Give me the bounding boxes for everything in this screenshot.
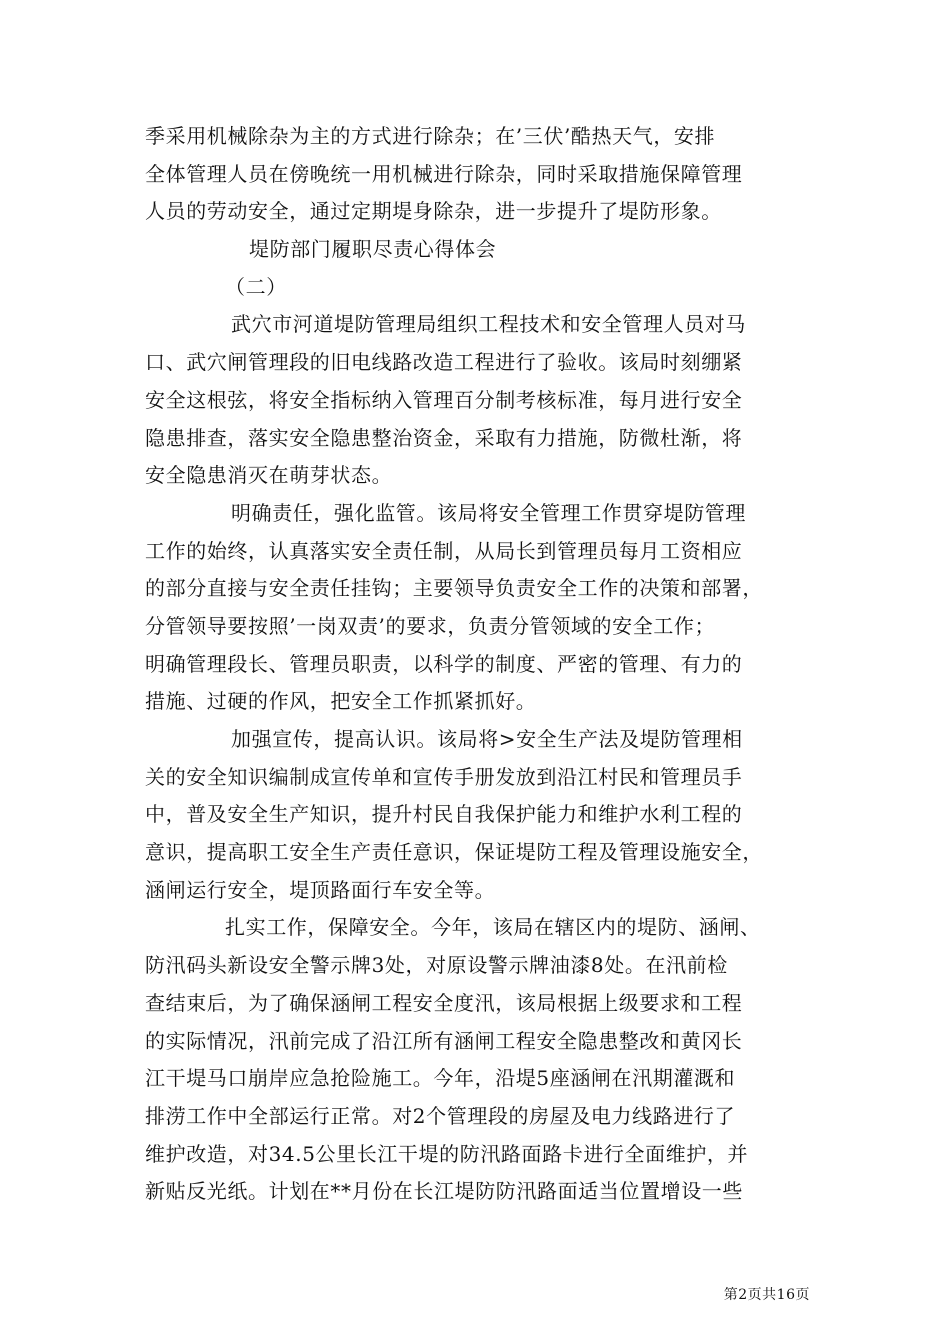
text-line: 措施、过硬的作风，把安全工作抓紧抓好。 — [145, 689, 537, 714]
text-line: 的部分直接与安全责任挂钩；主要领导负责安全工作的决策和部署， — [145, 576, 763, 601]
section-title: 堤防部门履职尽责心得体会 — [249, 237, 497, 262]
text-line: 全体管理人员在傍晚统一用机械进行除杂，同时采取措施保障管理 — [145, 161, 743, 186]
paragraph-first-line: 加强宣传，提高认识。该局将>安全生产法及堤防管理相 — [231, 727, 743, 751]
text-line: 防汛码头新设安全警示牌3处，对原设警示牌油漆8处。在汛前检 — [145, 953, 728, 978]
text-line: 排涝工作中全部运行正常。对2个管理段的房屋及电力线路进行了 — [145, 1103, 736, 1128]
text-line: 中，普及安全生产知识，提升村民自我保护能力和维护水利工程的 — [145, 802, 743, 827]
text-line: 关的安全知识编制成宣传单和宣传手册发放到沿江村民和管理员手 — [145, 764, 743, 789]
text-line: 新贴反光纸。计划在**月份在长江堤防防汛路面适当位置增设一些 — [145, 1179, 743, 1204]
text-line: 查结束后，为了确保涵闸工程安全度汛，该局根据上级要求和工程 — [145, 990, 743, 1015]
text-line: 涵闸运行安全，堤顶路面行车安全等。 — [145, 877, 496, 902]
text-line: 明确管理段长、管理员职责，以科学的制度、严密的管理、有力的 — [145, 651, 743, 676]
text-line: 的实际情况，汛前完成了沿江所有涵闸工程安全隐患整改和黄冈长 — [145, 1028, 743, 1053]
text-line: 隐患排查，落实安全隐患整治资金，采取有力措施，防微杜渐，将 — [145, 425, 743, 450]
text-line: 维护改造，对34.5公里长江干堤的防汛路面路卡进行全面维护，并 — [145, 1141, 749, 1166]
text-line: 季采用机械除杂为主的方式进行除杂；在’三伏’酷热天气，安排 — [145, 124, 716, 148]
paragraph-first-line: 明确责任，强化监管。该局将安全管理工作贯穿堤防管理 — [231, 500, 746, 525]
text-line: 安全隐患消灭在萌芽状态。 — [145, 463, 393, 488]
text-line: 分管领导要按照’一岗双责’的要求，负责分管领域的安全工作； — [145, 613, 716, 638]
text-line: 江干堤马口崩岸应急抢险施工。今年，沿堤5座涵闸在汛期灌溉和 — [145, 1066, 736, 1091]
text-line: 工作的始终，认真落实安全责任制，从局长到管理员每月工资相应 — [145, 538, 743, 563]
paragraph-first-line: 武穴市河道堤防管理局组织工程技术和安全管理人员对马 — [231, 312, 746, 337]
document-body — [145, 118, 810, 1211]
text-line: 意识，提高职工安全生产责任意识，保证堤防工程及管理设施安全， — [145, 840, 763, 865]
text-line: 安全这根弦，将安全指标纳入管理百分制考核标准，每月进行安全 — [145, 387, 743, 412]
page-number: 第2页共16页 — [723, 1287, 810, 1303]
paragraph-first-line: 扎实工作，保障安全。今年，该局在辖区内的堤防、涵闸、 — [225, 915, 761, 940]
text-line: 人员的劳动安全，通过定期堤身除杂，进一步提升了堤防形象。 — [145, 199, 722, 224]
section-subtitle: （二） — [225, 274, 287, 299]
text-line: 口、武穴闸管理段的旧电线路改造工程进行了验收。该局时刻绷紧 — [145, 350, 743, 375]
